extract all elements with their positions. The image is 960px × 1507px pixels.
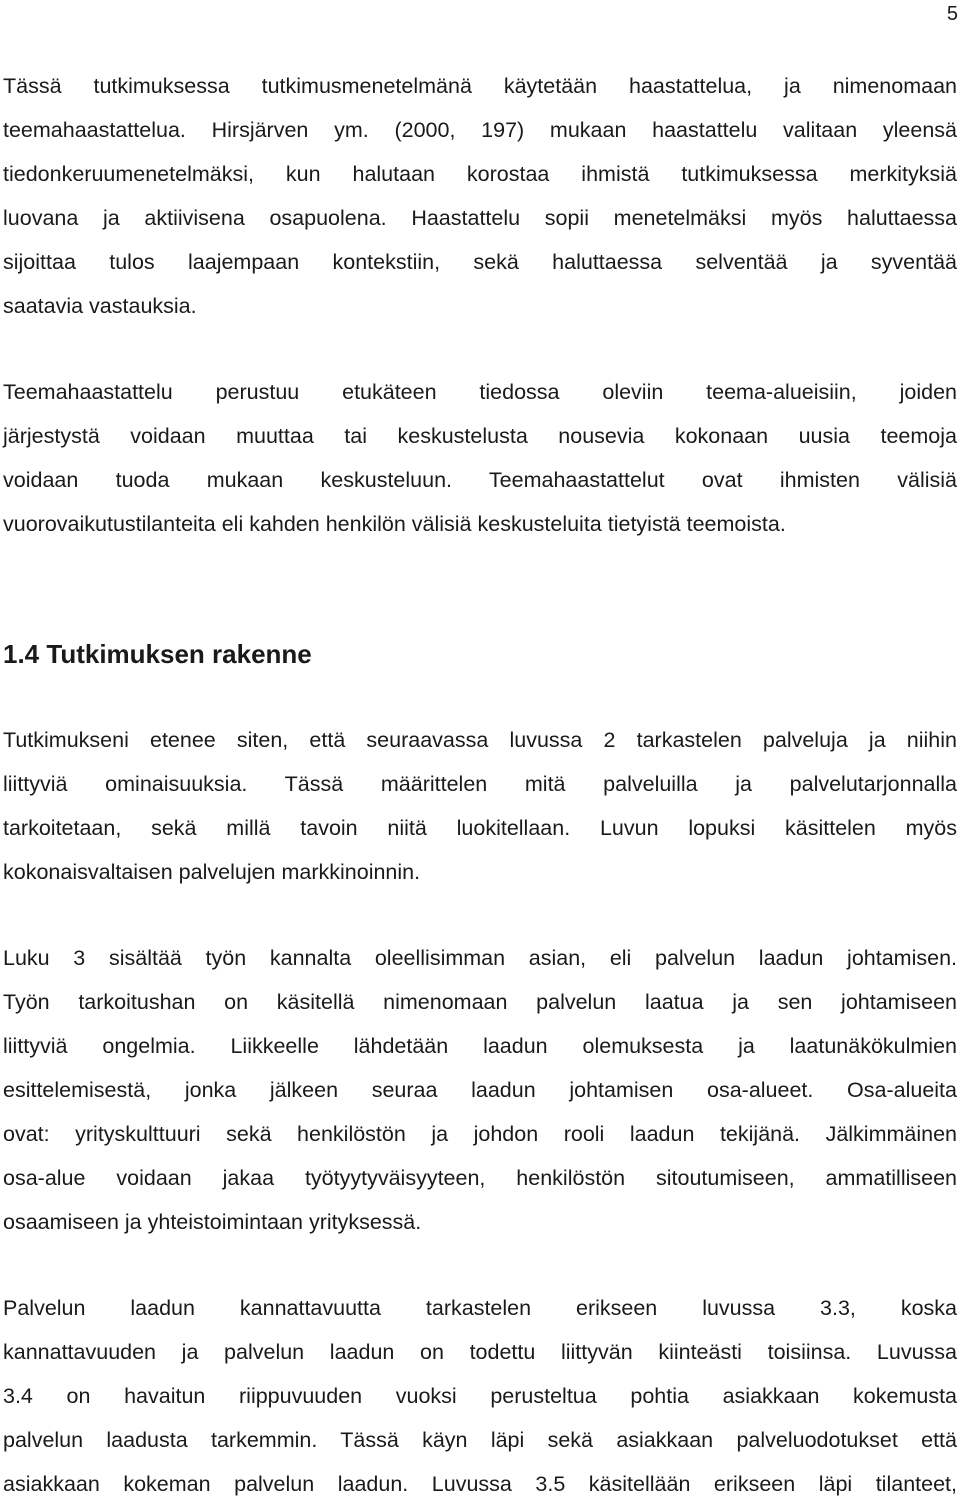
page-number: 5	[946, 3, 958, 25]
text-line: saatavia vastauksia.	[3, 294, 197, 318]
text-line: ovat: yrityskulttuuri sekä henkilöstön ja johdon rooli laadun tekijänä. Jälkimmäinen	[3, 1122, 957, 1146]
text-line: kannattavuuden ja palvelun laadun on todettu liittyvän kiinteästi toisiinsa. Luvussa	[3, 1340, 957, 1364]
text-line: asiakkaan kokeman palvelun laadun. Luvussa 3.5 käsitellään erikseen läpi tilanteet,	[3, 1472, 957, 1496]
text-line: Teemahaastattelu perustuu etukäteen tiedossa oleviin teema-alueisiin, joiden	[3, 380, 957, 404]
text-line: esittelemisestä, jonka jälkeen seuraa laadun johtamisen osa-alueet. Osa-alueita	[3, 1078, 957, 1102]
text-line: Luku 3 sisältää työn kannalta oleellisimman asian, eli palvelun laadun johtamisen.	[3, 946, 957, 970]
text-line: Tässä tutkimuksessa tutkimusmenetelmänä käytetään haastattelua, ja nimenomaan	[3, 74, 957, 98]
text-line: tiedonkeruumenetelmäksi, kun halutaan korostaa ihmistä tutkimuksessa merkityksiä	[3, 162, 957, 186]
paragraph-structure-intro	[3, 718, 957, 894]
text-line: järjestystä voidaan muuttaa tai keskustelusta nousevia kokonaan uusia teemoja	[3, 424, 957, 448]
text-line: palvelun laadusta tarkemmin. Tässä käyn läpi sekä asiakkaan palveluodotukset että	[3, 1428, 957, 1452]
text-line: luovana ja aktiivisena osapuolena. Haastattelu sopii menetelmäksi myös haluttaessa	[3, 206, 957, 230]
text-line: 3.4 on havaitun riippuvuuden vuoksi perusteltua pohtia asiakkaan kokemusta	[3, 1384, 957, 1408]
text-line: teemahaastattelua. Hirsjärven ym. (2000, 197) mukaan haastattelu valitaan yleensä	[3, 118, 957, 142]
text-line: Työn tarkoitushan on käsitellä nimenomaan palvelun laatua ja sen johtamiseen	[3, 990, 957, 1014]
paragraph-method	[3, 64, 957, 328]
section-heading: 1.4 Tutkimuksen rakenne	[3, 639, 312, 669]
text-line: liittyviä ominaisuuksia. Tässä määrittelen mitä palveluilla ja palvelutarjonnalla	[3, 772, 957, 796]
text-line: kokonaisvaltaisen palvelujen markkinoinnin.	[3, 860, 421, 884]
text-line: voidaan tuoda mukaan keskusteluun. Teemahaastattelut ovat ihmisten välisiä	[3, 468, 957, 492]
text-line: liittyviä ongelmia. Liikkeelle lähdetään laadun olemuksesta ja laatunäkökulmien	[3, 1034, 957, 1058]
text-line: Palvelun laadun kannattavuutta tarkastelen erikseen luvussa 3.3, koska	[3, 1296, 957, 1320]
document-body	[3, 64, 957, 1506]
text-line: tarkoitetaan, sekä millä tavoin niitä luokitellaan. Luvun lopuksi käsittelen myös	[3, 816, 957, 840]
text-line: osaamiseen ja yhteistoimintaan yrityksessä.	[3, 1210, 422, 1234]
text-line: sijoittaa tulos laajempaan kontekstiin, sekä haluttaessa selventää ja syventää	[3, 250, 957, 274]
paragraph-theme-interview	[3, 370, 957, 546]
paragraph-profitability	[3, 1286, 957, 1506]
paragraph-chapter-3	[3, 936, 957, 1244]
text-line: osa-alue voidaan jakaa työtyytyväisyyteen, henkilöstön sitoutumiseen, ammatilliseen	[3, 1166, 957, 1190]
text-line: Tutkimukseni etenee siten, että seuraavassa luvussa 2 tarkastelen palveluja ja niihin	[3, 728, 957, 752]
text-line: vuorovaikutustilanteita eli kahden henkilön välisiä keskusteluita tietyistä teemoista.	[3, 512, 786, 536]
